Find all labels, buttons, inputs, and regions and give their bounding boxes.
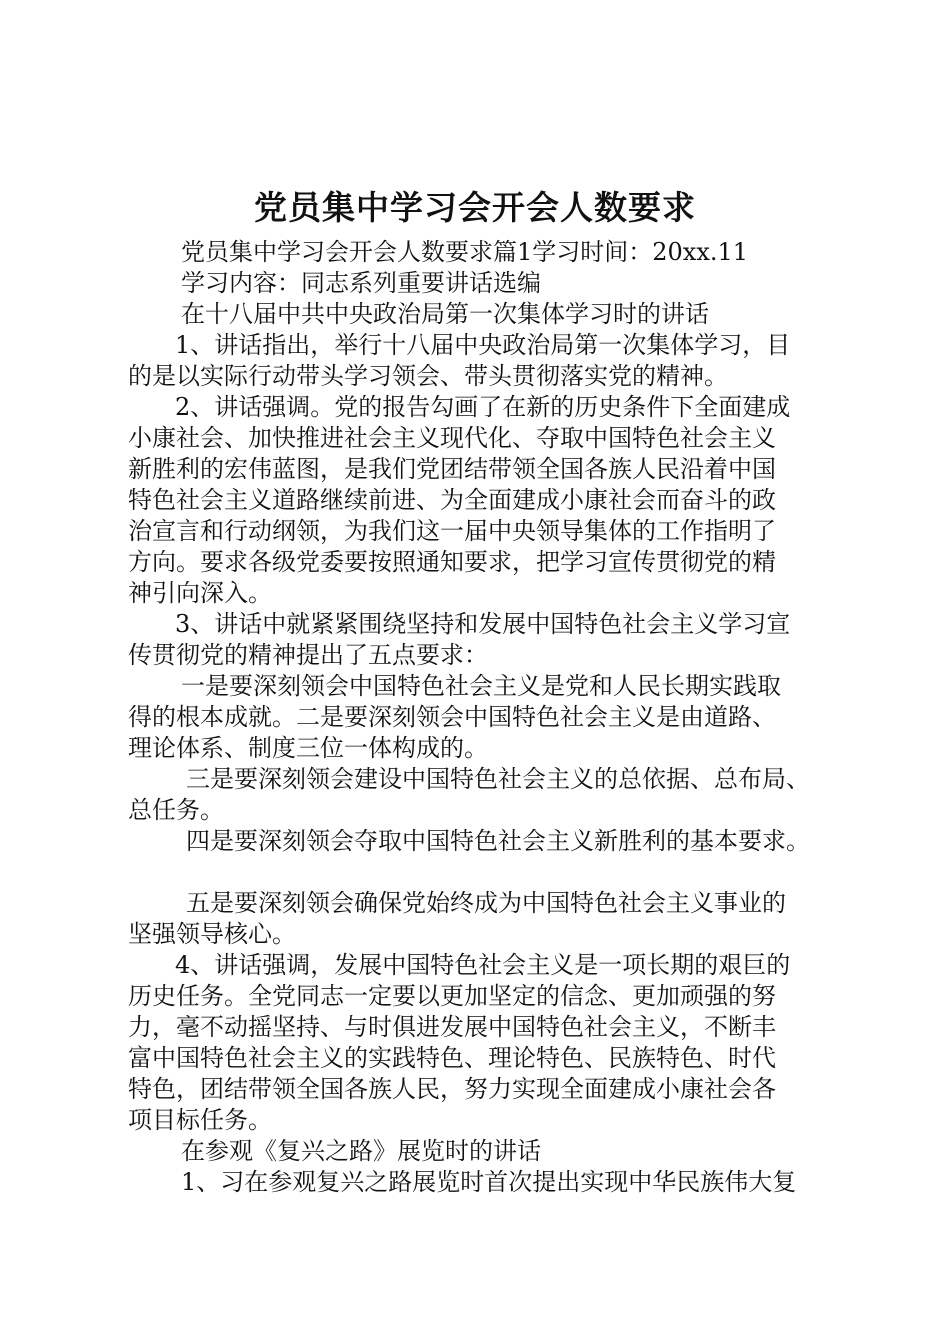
paragraph-line: 4、讲话强调，发展中国特色社会主义是一项长期的艰巨的 xyxy=(175,951,791,979)
paragraph-line: 传贯彻党的精神提出了五点要求： xyxy=(128,641,488,669)
paragraph-line: 项目标任务。 xyxy=(128,1106,272,1134)
paragraph-line: 富中国特色社会主义的实践特色、理论特色、民族特色、时代 xyxy=(128,1044,776,1072)
paragraph-line: 三是要深刻领会建设中国特色社会主义的总依据、总布局、 xyxy=(186,765,810,793)
paragraph-line: 理论体系、制度三位一体构成的。 xyxy=(128,734,488,762)
paragraph-line: 神引向深入。 xyxy=(128,579,272,607)
paragraph-line: 一是要深刻领会中国特色社会主义是党和人民长期实践取 xyxy=(181,672,781,700)
paragraph-line: 五是要深刻领会确保党始终成为中国特色社会主义事业的 xyxy=(186,889,786,917)
paragraph-line: 2、讲话强调。党的报告勾画了在新的历史条件下全面建成 xyxy=(175,393,791,421)
paragraph-line: 3、讲话中就紧紧围绕坚持和发展中国特色社会主义学习宣 xyxy=(175,610,791,638)
paragraph-line: 得的根本成就。二是要深刻领会中国特色社会主义是由道路、 xyxy=(128,703,776,731)
paragraph-line: 1、讲话指出，举行十八届中央政治局第一次集体学习，目 xyxy=(175,331,791,359)
paragraph-line: 四是要深刻领会夺取中国特色社会主义新胜利的基本要求。 xyxy=(186,827,810,855)
paragraph-line: 总任务。 xyxy=(128,796,224,824)
paragraph-line: 学习内容：同志系列重要讲话选编 xyxy=(181,269,541,297)
paragraph-line: 坚强领导核心。 xyxy=(128,920,296,948)
paragraph-line: 的是以实际行动带头学习领会、带头贯彻落实党的精神。 xyxy=(128,362,728,390)
paragraph-line: 历史任务。全党同志一定要以更加坚定的信念、更加顽强的努 xyxy=(128,982,776,1010)
paragraph-line: 在十八届中共中央政治局第一次集体学习时的讲话 xyxy=(181,300,709,328)
paragraph-line: 特色，团结带领全国各族人民，努力实现全面建成小康社会各 xyxy=(128,1075,776,1103)
paragraph-line: 小康社会、加快推进社会主义现代化、夺取中国特色社会主义 xyxy=(128,424,776,452)
paragraph-line: 党员集中学习会开会人数要求篇1学习时间：20xx.11 xyxy=(181,238,749,266)
paragraph-line: 方向。要求各级党委要按照通知要求，把学习宣传贯彻党的精 xyxy=(128,548,776,576)
paragraph-line: 新胜利的宏伟蓝图，是我们党团结带领全国各族人民沿着中国 xyxy=(128,455,776,483)
paragraph-line: 在参观《复兴之路》展览时的讲话 xyxy=(181,1137,541,1165)
document-title: 党员集中学习会开会人数要求 xyxy=(254,188,696,227)
paragraph-line: 特色社会主义道路继续前进、为全面建成小康社会而奋斗的政 xyxy=(128,486,776,514)
paragraph-line: 治宣言和行动纲领，为我们这一届中央领导集体的工作指明了 xyxy=(128,517,776,545)
paragraph-line: 1、习在参观复兴之路展览时首次提出实现中华民族伟大复 xyxy=(181,1168,797,1196)
paragraph-line: 力，毫不动摇坚持、与时俱进发展中国特色社会主义，不断丰 xyxy=(128,1013,776,1041)
